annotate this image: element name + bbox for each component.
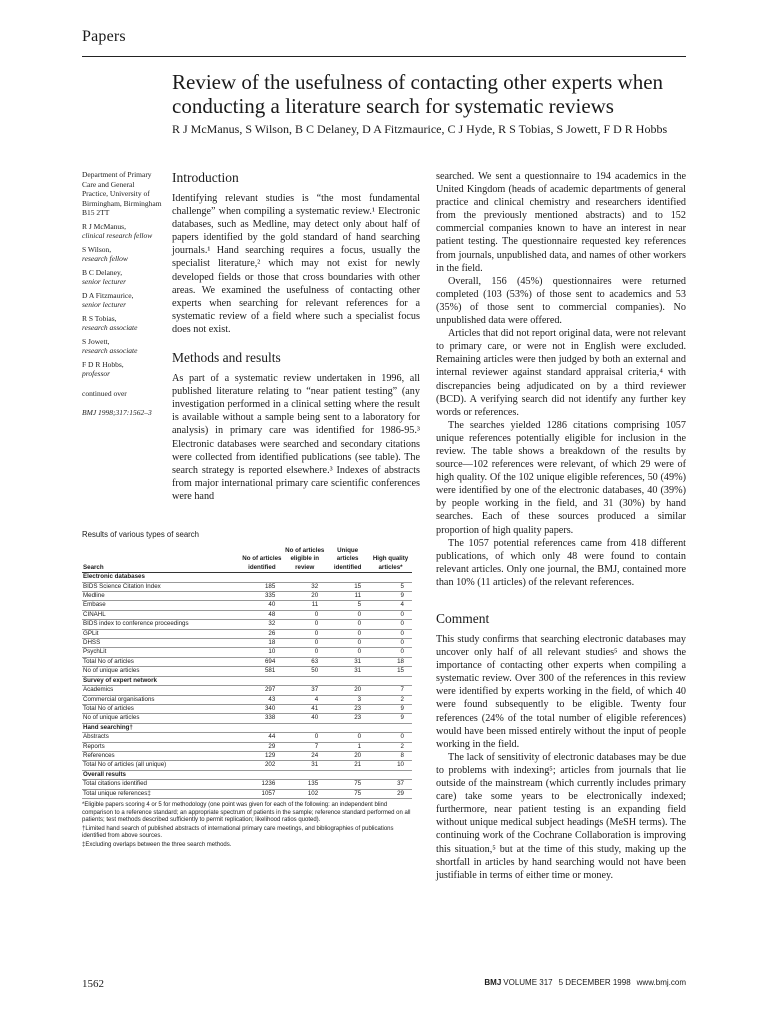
paragraph: As part of a systematic review undertaken in 1996, all published literature relating to “near patient testing” (any investigation performed in a clinical setting where the result is available without a sample being sent to a laboratory for analysis) in primary care was identified for 1986-95.³ Electronic databases were searched and secondary citations were collected from identified publications (see table). The search strategy is reported elsewhere.³ Indexes of abstracts from major international primary care scientific conferences were hand xyxy=(172,373,420,502)
cell-value: 5 xyxy=(369,582,412,591)
cell-value: 338 xyxy=(240,714,283,723)
table-section-row xyxy=(82,723,412,732)
author-role: professor xyxy=(82,369,111,378)
author-name: R J McManus, xyxy=(82,221,126,231)
cell-value: 297 xyxy=(240,686,283,695)
cell-value: 75 xyxy=(326,789,369,798)
row-label: Total No of articles (all unique) xyxy=(82,761,240,770)
table-row xyxy=(82,592,412,601)
paragraph: The lack of sensitivity of electronic databases may be due to problems with indexing⁵; articles from journals that lie outside of the mainstream (which currently includes primary care) take some years to be electronically indexed; furthermore, near patient testing is an expanding field without unique medical subject headings (MeSH terms). The continuing work of the Cochrane Collaboration is improving this situation,⁵ but at the time of this study, making up the shortfall in articles by hand searching would not have been justifiable in terms of either time or money. xyxy=(436,751,686,881)
author-name: S Jowett, xyxy=(82,336,110,346)
paragraph: The 1057 potential references came from 418 different publications, of which only 48 were found to contain relevant articles. Only one journal, the BMJ, contained more than 10% (11 articles) of the relevant references. xyxy=(436,537,686,588)
cell-value: 1236 xyxy=(240,780,283,789)
cell-value: 7 xyxy=(283,742,326,751)
author-list: R J McManus, S Wilson, B C Delaney, D A Fitzmaurice, C J Hyde, R S Tobias, S Jowett, F D R Hobbs xyxy=(172,122,668,136)
row-label: No of unique articles xyxy=(82,714,240,723)
col-header: High quality articles* xyxy=(372,555,409,571)
col-header: No of articles identified xyxy=(242,555,282,571)
table-row xyxy=(82,686,412,695)
cell-value: 1 xyxy=(326,742,369,751)
paragraph: searched. We sent a questionnaire to 194 academics in the United Kingdom (heads of academic departments of general practice and clinical chemistry and researchers identified from the previously mentioned abstracts) and to 152 commercial companies known to have an interest in near patient testing. The questionnaire requested key references from journals, unpublished data, and names of other workers in the field. xyxy=(436,171,686,274)
author-name: R S Tobias, xyxy=(82,313,117,323)
cell-value: 4 xyxy=(283,695,326,704)
cell-value xyxy=(369,676,412,685)
cell-value: 11 xyxy=(283,601,326,610)
row-label: BIDS index to conference proceedings xyxy=(82,620,240,629)
row-label: Embase xyxy=(82,601,240,610)
table-section-row xyxy=(82,770,412,779)
cell-value: 694 xyxy=(240,657,283,666)
row-label: GPLit xyxy=(82,629,240,638)
column-right xyxy=(436,170,686,882)
row-label: Medline xyxy=(82,592,240,601)
author-role: research fellow xyxy=(82,254,128,263)
col-header: Unique articles identified xyxy=(333,547,362,571)
table-section-row xyxy=(82,676,412,685)
row-label: Reports xyxy=(82,742,240,751)
table-row xyxy=(82,639,412,648)
cell-value: 340 xyxy=(240,704,283,713)
cell-value: 15 xyxy=(326,582,369,591)
row-label: Total No of articles xyxy=(82,704,240,713)
results-table xyxy=(82,530,412,851)
table-caption: Results of various types of search xyxy=(82,530,200,539)
cell-value xyxy=(369,573,412,582)
cell-value: 0 xyxy=(326,620,369,629)
paragraph: This study confirms that searching electronic databases may uncover only half of all relevant studies⁵ and shows the importance of contacting other experts when compiling a systematic review. Over 300 of the references in this review were identified by experts working in the field, of which 40 were found subsequently to be eligible. Twenty four references (24% of the total number of eligible references) would have been missed entirely without the input of people working in the field. xyxy=(436,634,686,750)
author-entry xyxy=(82,314,162,333)
cell-value: 29 xyxy=(369,789,412,798)
cell-value: 11 xyxy=(326,592,369,601)
table-row xyxy=(82,704,412,713)
cell-value: 102 xyxy=(283,789,326,798)
cell-value: 31 xyxy=(283,761,326,770)
row-label: Total unique references‡ xyxy=(82,789,240,798)
table-row xyxy=(82,667,412,676)
cell-value xyxy=(283,770,326,779)
table-row xyxy=(82,657,412,666)
table-row xyxy=(82,582,412,591)
cell-value: 24 xyxy=(283,751,326,760)
row-label: CINAHL xyxy=(82,610,240,619)
author-role: senior lecturer xyxy=(82,300,127,309)
cell-value: 20 xyxy=(326,686,369,695)
cell-value: 31 xyxy=(326,667,369,676)
row-label: No of unique articles xyxy=(82,667,240,676)
cell-value: 29 xyxy=(240,742,283,751)
author-role: clinical research fellow xyxy=(82,231,153,240)
cell-value: 23 xyxy=(326,714,369,723)
cell-value: 0 xyxy=(326,610,369,619)
cell-value xyxy=(240,573,283,582)
table-row xyxy=(82,620,412,629)
cell-value: 23 xyxy=(326,704,369,713)
author-entry xyxy=(82,360,162,379)
cell-value: 5 xyxy=(326,601,369,610)
table-row xyxy=(82,601,412,610)
cell-value: 15 xyxy=(369,667,412,676)
cell-value: 32 xyxy=(240,620,283,629)
cell-value xyxy=(283,676,326,685)
row-label: Academics xyxy=(82,686,240,695)
cell-value: 1057 xyxy=(240,789,283,798)
cell-value: 0 xyxy=(283,733,326,742)
cell-value: 2 xyxy=(369,695,412,704)
table-section-row xyxy=(82,573,412,582)
table-footnote: *Eligible papers scoring 4 or 5 for methodology (one point was given for each of the following: an independent blind comparison to a reference standard; an appropriate spectrum of patients in the sample; reference standard performed on all patients; test methods described sufficiently to permit replication; likelihood ratios quoted). xyxy=(82,801,411,824)
table-row xyxy=(82,789,412,798)
paragraph: Identifying relevant studies is “the most fundamental challenge” when compiling a systematic review.¹ Electronic databases, such as Medline, may detect only about half of papers identified by the gold standard of hand searching journals.¹ Hand searching requires a focus, usually the specialist literature,² which may not exist for newly developed fields or those that cross boundaries with other areas. We examined the usefulness of contacting other experts when searching for relevant references for a systematic review of a field where such a specialist focus does not exist. xyxy=(172,193,420,335)
cell-value xyxy=(369,770,412,779)
cell-value: 2 xyxy=(369,742,412,751)
cell-value: 9 xyxy=(369,714,412,723)
table-row xyxy=(82,695,412,704)
heading-comment: Comment xyxy=(436,611,490,626)
row-label: Electronic databases xyxy=(82,573,240,582)
cell-value: 63 xyxy=(283,657,326,666)
table-row xyxy=(82,780,412,789)
continued-note: continued over xyxy=(82,388,127,398)
cell-value: 202 xyxy=(240,761,283,770)
cell-value xyxy=(240,723,283,732)
table-footnote: †Limited hand search of published abstracts of international primary care meetings, and bibliographies of publications identified from above sources. xyxy=(82,825,394,840)
cell-value: 0 xyxy=(283,639,326,648)
cell-value: 7 xyxy=(369,686,412,695)
cell-value: 4 xyxy=(369,601,412,610)
cell-value: 9 xyxy=(369,704,412,713)
cell-value: 40 xyxy=(240,601,283,610)
table-row xyxy=(82,742,412,751)
journal-url: www.bmj.com xyxy=(636,978,686,987)
cell-value: 129 xyxy=(240,751,283,760)
cell-value xyxy=(240,770,283,779)
cell-value: 32 xyxy=(283,582,326,591)
cell-value xyxy=(369,723,412,732)
paragraph: Overall, 156 (45%) questionnaires were returned completed (103 (53%) of those sent to academics and 53 (35%) of those sent to commercial companies). No unpublished data were offered. xyxy=(436,275,686,327)
cell-value: 41 xyxy=(283,704,326,713)
row-label: Total No of articles xyxy=(82,657,240,666)
top-rule xyxy=(82,56,686,57)
cell-value xyxy=(283,723,326,732)
data-table xyxy=(82,547,412,799)
cell-value: 0 xyxy=(326,648,369,657)
cell-value: 0 xyxy=(283,620,326,629)
cell-value: 0 xyxy=(369,610,412,619)
table-row xyxy=(82,751,412,760)
row-label: Total citations identified xyxy=(82,780,240,789)
cell-value: 0 xyxy=(283,610,326,619)
cell-value: 37 xyxy=(369,780,412,789)
cell-value: 20 xyxy=(326,751,369,760)
author-role: research associate xyxy=(82,323,138,332)
cell-value: 0 xyxy=(283,648,326,657)
cell-value: 37 xyxy=(283,686,326,695)
page-number: 1562 xyxy=(82,978,104,990)
author-entry xyxy=(82,268,162,287)
affiliation: Department of Primary Care and General Practice, University of Birmingham, Birmingham B15 2TT xyxy=(82,170,162,217)
section-label: Papers xyxy=(82,28,126,45)
table-row xyxy=(82,733,412,742)
row-label: PsychLit xyxy=(82,648,240,657)
row-label: DHSS xyxy=(82,639,240,648)
cell-value xyxy=(326,723,369,732)
cell-value: 10 xyxy=(369,761,412,770)
author-name: S Wilson, xyxy=(82,244,112,254)
paragraph: Articles that did not report original data, were not relevant to primary care, or were not in English were excluded. Remaining articles were then judged by both an external and internal reviewer against standard appraisal criteria,⁴ with discrepancies being adjudicated on by a third reviewer (BCD). A verifying search did not identify any further key words or references. xyxy=(436,328,686,418)
row-label: Survey of expert network xyxy=(82,676,240,685)
row-label: Abstracts xyxy=(82,733,240,742)
table-row xyxy=(82,610,412,619)
column-left xyxy=(172,170,420,503)
table-row xyxy=(82,761,412,770)
paragraph: The searches yielded 1286 citations comprising 1057 unique references potentially eligible for inclusion in the review. The table shows a breakdown of the results by source—102 references were relevant, of which 29 were of high quality. Of the 102 unique eligible references, 50 (49%) were identified by one of the electronic databases, 40 (39%) by people working in the field, and 31 (30%) by hand searches. Each of these sources produced a similar proportion of high quality papers. xyxy=(436,419,686,536)
cell-value: 0 xyxy=(369,620,412,629)
table-row xyxy=(82,714,412,723)
cell-value: 0 xyxy=(326,733,369,742)
author-name: B C Delaney, xyxy=(82,267,123,277)
cell-value: 0 xyxy=(369,733,412,742)
author-name: F D R Hobbs, xyxy=(82,359,124,369)
issue-date: 5 DECEMBER 1998 xyxy=(558,978,631,987)
table-notes xyxy=(82,802,412,850)
cell-value: 0 xyxy=(369,629,412,638)
article-title: Review of the usefulness of contacting other experts when conducting a literature search for systematic reviews xyxy=(172,70,664,118)
cell-value xyxy=(326,573,369,582)
author-entry xyxy=(82,291,162,310)
table-header-row xyxy=(82,547,412,573)
author-entry xyxy=(82,245,162,264)
author-roles xyxy=(82,222,162,379)
col-header: No of articles eligible in review xyxy=(285,547,325,571)
cell-value: 135 xyxy=(283,780,326,789)
cell-value: 8 xyxy=(369,751,412,760)
cell-value: 40 xyxy=(283,714,326,723)
cell-value: 0 xyxy=(326,629,369,638)
col-header: Search xyxy=(83,563,104,571)
cell-value: 18 xyxy=(369,657,412,666)
cell-value: 48 xyxy=(240,610,283,619)
cell-value: 9 xyxy=(369,592,412,601)
cell-value: 44 xyxy=(240,733,283,742)
table-row xyxy=(82,629,412,638)
cell-value: 26 xyxy=(240,629,283,638)
cell-value: 21 xyxy=(326,761,369,770)
cell-value: 335 xyxy=(240,592,283,601)
row-label: Commercial organisations xyxy=(82,695,240,704)
row-label: Hand searching† xyxy=(82,723,240,732)
cell-value: 10 xyxy=(240,648,283,657)
cell-value: 0 xyxy=(369,639,412,648)
journal-name: BMJ xyxy=(484,978,502,987)
cell-value: 50 xyxy=(283,667,326,676)
author-role: research associate xyxy=(82,346,138,355)
cell-value: 31 xyxy=(326,657,369,666)
cell-value: 0 xyxy=(369,648,412,657)
author-name: D A Fitzmaurice, xyxy=(82,290,134,300)
row-label: Overall results xyxy=(82,770,240,779)
row-label: BIDS Science Citation Index xyxy=(82,582,240,591)
cell-value: 0 xyxy=(283,629,326,638)
cell-value: 185 xyxy=(240,582,283,591)
cell-value: 43 xyxy=(240,695,283,704)
cell-value: 18 xyxy=(240,639,283,648)
citation: BMJ 1998;317:1562–3 xyxy=(82,408,152,417)
cell-value: 20 xyxy=(283,592,326,601)
journal-volume: VOLUME 317 xyxy=(503,978,553,987)
cell-value: 581 xyxy=(240,667,283,676)
row-label: References xyxy=(82,751,240,760)
author-role: senior lecturer xyxy=(82,277,127,286)
cell-value xyxy=(283,573,326,582)
cell-value: 75 xyxy=(326,780,369,789)
cell-value xyxy=(240,676,283,685)
journal-footer xyxy=(484,978,686,987)
table-footnote: ‡Excluding overlaps between the three search methods. xyxy=(82,841,232,848)
affiliation-sidebar xyxy=(82,170,162,418)
heading-introduction: Introduction xyxy=(172,170,239,185)
table-row xyxy=(82,648,412,657)
cell-value xyxy=(326,770,369,779)
heading-methods: Methods and results xyxy=(172,350,281,366)
cell-value: 0 xyxy=(326,639,369,648)
author-entry xyxy=(82,222,162,241)
author-entry xyxy=(82,337,162,356)
cell-value xyxy=(326,676,369,685)
cell-value: 3 xyxy=(326,695,369,704)
